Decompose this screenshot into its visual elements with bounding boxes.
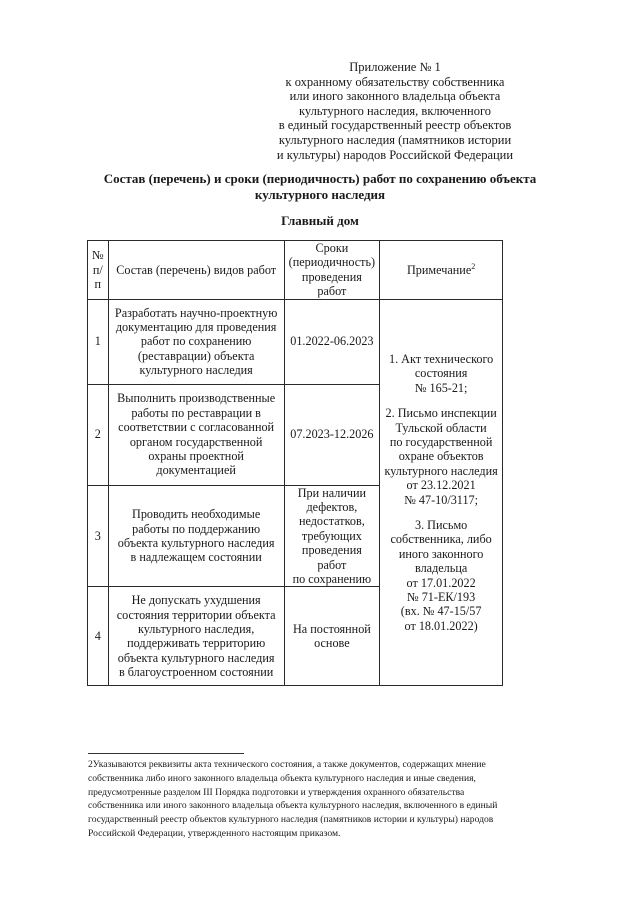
term-line: основе bbox=[314, 636, 350, 651]
object-subtitle: Главный дом bbox=[281, 213, 359, 228]
header-note bbox=[380, 241, 503, 300]
annex-header bbox=[240, 60, 550, 162]
note-item bbox=[384, 352, 498, 395]
work-line: работы по поддержанию bbox=[132, 521, 261, 536]
header-num-line: п/п bbox=[92, 262, 103, 292]
footnote-line: собственника или иного законного владельца объекта культурного наследия, включенного в единый bbox=[88, 800, 498, 812]
work-line: Разработать научно-проектную bbox=[114, 305, 278, 320]
title-line: культурного наследия bbox=[254, 187, 386, 202]
work-line: Проводить необходимые bbox=[132, 507, 261, 522]
row-term bbox=[284, 384, 379, 485]
term-line: 01.2022-06.2023 bbox=[290, 334, 374, 349]
row-term bbox=[284, 299, 379, 384]
note-line: владельца bbox=[414, 561, 468, 576]
term-line: проведения работ bbox=[301, 543, 362, 572]
note-line: № 71-ЕК/193 bbox=[407, 589, 476, 604]
annex-line: культурного наследия, включенного bbox=[298, 103, 492, 118]
header-num bbox=[88, 241, 109, 300]
work-line: объекта культурного наследия bbox=[117, 536, 275, 551]
note-item bbox=[384, 406, 498, 507]
term-line: На постоянной bbox=[292, 622, 371, 637]
work-line: документацией bbox=[156, 463, 236, 478]
note-line: (вх. № 47-15/57 bbox=[400, 604, 482, 619]
note-line: иного законного bbox=[398, 546, 484, 561]
work-line: состояния территории объекта bbox=[116, 607, 276, 622]
work-line: документацию для проведения bbox=[115, 320, 277, 335]
term-line: требующих bbox=[301, 528, 362, 543]
annex-line: к охранному обязательству собственника bbox=[285, 74, 505, 89]
header-note-label: Примечание bbox=[407, 262, 472, 277]
work-line: (реставрации) объекта bbox=[137, 348, 255, 363]
note-line: культурного наследия bbox=[384, 463, 498, 478]
row-term bbox=[284, 587, 379, 686]
title-line: Состав (перечень) и сроки (периодичность) работ по сохранению объекта bbox=[103, 171, 537, 186]
note-line: от 18.01.2022) bbox=[404, 618, 478, 633]
footnote bbox=[88, 758, 558, 841]
footnote-line: государственный реестр объектов культурного наследия (памятников истории и культуры) народов bbox=[88, 814, 494, 826]
row-work bbox=[108, 587, 284, 686]
note-line: по государственной bbox=[389, 434, 493, 449]
note-line: 1. Акт технического bbox=[388, 351, 494, 366]
header-term-line: (периодичность) bbox=[288, 255, 376, 270]
row-work bbox=[108, 485, 284, 587]
work-line: в надлежащем состоянии bbox=[130, 550, 262, 565]
work-line: в благоустроенном состоянии bbox=[118, 665, 274, 680]
annex-line: в единый государственный реестр объектов bbox=[278, 118, 512, 133]
header-term-line: проведения работ bbox=[301, 269, 362, 299]
row-num: 2 bbox=[88, 384, 109, 485]
work-line: работы по реставрации в bbox=[131, 405, 261, 420]
annex-line: культурного наследия (памятников истории bbox=[278, 132, 512, 147]
work-line: культурного наследия bbox=[139, 363, 253, 378]
header-num-line: № bbox=[92, 248, 104, 263]
row-work bbox=[108, 299, 284, 384]
works-table bbox=[87, 240, 503, 686]
row-num: 3 bbox=[88, 485, 109, 587]
note-item bbox=[384, 518, 498, 633]
note-line: 2. Письмо инспекции bbox=[385, 406, 497, 421]
footnote-line: собственника либо иного законного владельца объекта культурного наследия и иные сведения, bbox=[88, 772, 476, 784]
note-line: № 165-21; bbox=[414, 380, 468, 395]
work-line: культурного наследия, bbox=[137, 622, 255, 637]
term-line: дефектов, bbox=[306, 500, 358, 515]
term-line: 07.2023-12.2026 bbox=[290, 427, 374, 442]
note-line: Тульской области bbox=[395, 420, 487, 435]
annex-line: или иного законного владельца объекта bbox=[289, 89, 501, 104]
note-line: от 23.12.2021 bbox=[406, 478, 476, 493]
header-work: Состав (перечень) видов работ bbox=[108, 241, 284, 300]
annex-line: Приложение № 1 bbox=[349, 60, 441, 74]
footnote-line: предусмотренные разделом III Порядка подготовки и утверждения охранного обязательства bbox=[88, 786, 465, 798]
annex-line: и культуры) народов Российской Федерации bbox=[276, 147, 514, 162]
work-line: охраны проектной bbox=[148, 449, 244, 464]
term-line: При наличии bbox=[297, 485, 367, 500]
table-header-row bbox=[88, 241, 503, 300]
row-num: 4 bbox=[88, 587, 109, 686]
work-line: органом государственной bbox=[129, 434, 263, 449]
note-line: от 17.01.2022 bbox=[406, 575, 476, 590]
note-line: охране объектов bbox=[398, 449, 484, 464]
footnote-divider bbox=[88, 753, 244, 754]
footnote-line: Российской Федерации, утвержденного настоящим приказом. bbox=[88, 827, 341, 839]
note-line: 3. Письмо bbox=[414, 517, 468, 532]
work-line: Выполнить производственные bbox=[117, 391, 276, 406]
work-line: поддерживать территорию bbox=[127, 636, 266, 651]
header-term-line: Сроки bbox=[315, 241, 349, 255]
document-title bbox=[60, 171, 580, 203]
term-line: по сохранению bbox=[292, 572, 372, 587]
note-line: состояния bbox=[414, 366, 468, 381]
work-line: работ по сохранению bbox=[140, 334, 252, 349]
header-term bbox=[284, 241, 379, 300]
work-line: объекта культурного наследия bbox=[117, 650, 275, 665]
work-line: соответствии с согласованной bbox=[118, 420, 275, 435]
row-num: 1 bbox=[88, 299, 109, 384]
footnote-line: 2Указываются реквизиты акта технического состояния, а также документов, содержащих мнение bbox=[88, 759, 486, 770]
table-row bbox=[88, 299, 503, 384]
note-line: собственника, либо bbox=[390, 532, 492, 547]
work-line: Не допускать ухудшения bbox=[131, 593, 261, 608]
note-line: № 47-10/3117; bbox=[404, 492, 479, 507]
row-work bbox=[108, 384, 284, 485]
row-term bbox=[284, 485, 379, 587]
notes-cell bbox=[380, 299, 503, 686]
footnote-marker: 2 bbox=[471, 261, 476, 271]
term-line: недостатков, bbox=[298, 514, 365, 529]
